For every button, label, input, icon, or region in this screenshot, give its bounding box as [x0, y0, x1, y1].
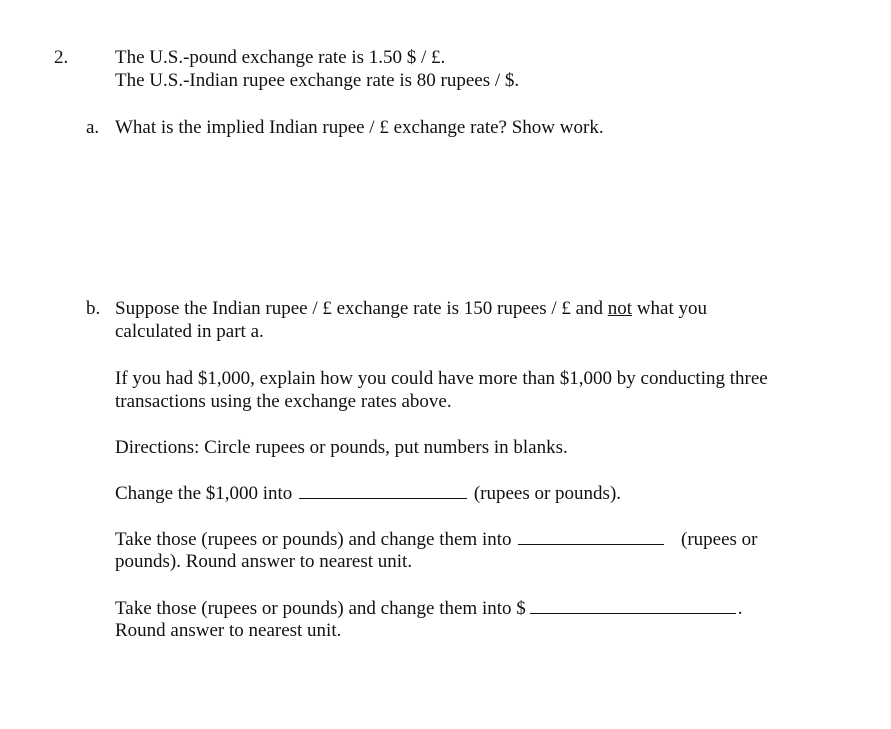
directions: Directions: Circle rupees or pounds, put numbers in blanks. [115, 437, 568, 458]
step-1-pre: Change the $1,000 into [115, 483, 293, 504]
step-1-blank[interactable] [299, 482, 467, 499]
part-a-label: a. [86, 117, 100, 138]
step-2-line-2: pounds). Round answer to nearest unit. [115, 551, 413, 572]
step-1-post: (rupees or pounds). [473, 483, 622, 504]
question-number: 2. [54, 47, 69, 68]
part-b-line-1 [115, 298, 707, 320]
step-3-line-2: Round answer to nearest unit. [115, 620, 342, 641]
step-2-pre: Take those (rupees or pounds) and change them into [115, 529, 512, 550]
part-b-label: b. [86, 298, 101, 319]
part-b-line-1-pre: Suppose the Indian rupee / £ exchange rate is 150 rupees / £ and [115, 298, 608, 319]
part-b-not-underlined: not [607, 298, 633, 319]
question-line-1: The U.S.-pound exchange rate is 1.50 $ / £. [115, 47, 446, 68]
step-2 [115, 528, 758, 551]
part-b-paragraph-line-1: If you had $1,000, explain how you could have more than $1,000 by conducting three [115, 368, 768, 389]
step-3-pre: Take those (rupees or pounds) and change them into $ [115, 598, 526, 619]
part-a-text: What is the implied Indian rupee / £ exchange rate? Show work. [115, 117, 604, 138]
step-2-blank[interactable] [518, 528, 664, 545]
part-b-line-2: calculated in part a. [115, 321, 264, 342]
step-2-post: (rupees or [681, 529, 758, 550]
step-3-post: . [737, 598, 743, 619]
step-3-blank[interactable] [530, 597, 736, 614]
step-3 [115, 597, 743, 620]
part-b-line-1-post: what you [632, 298, 708, 319]
part-b-paragraph-line-2: transactions using the exchange rates above. [115, 391, 452, 412]
question-line-2: The U.S.-Indian rupee exchange rate is 80 rupees / $. [115, 70, 520, 91]
step-1 [115, 482, 621, 505]
